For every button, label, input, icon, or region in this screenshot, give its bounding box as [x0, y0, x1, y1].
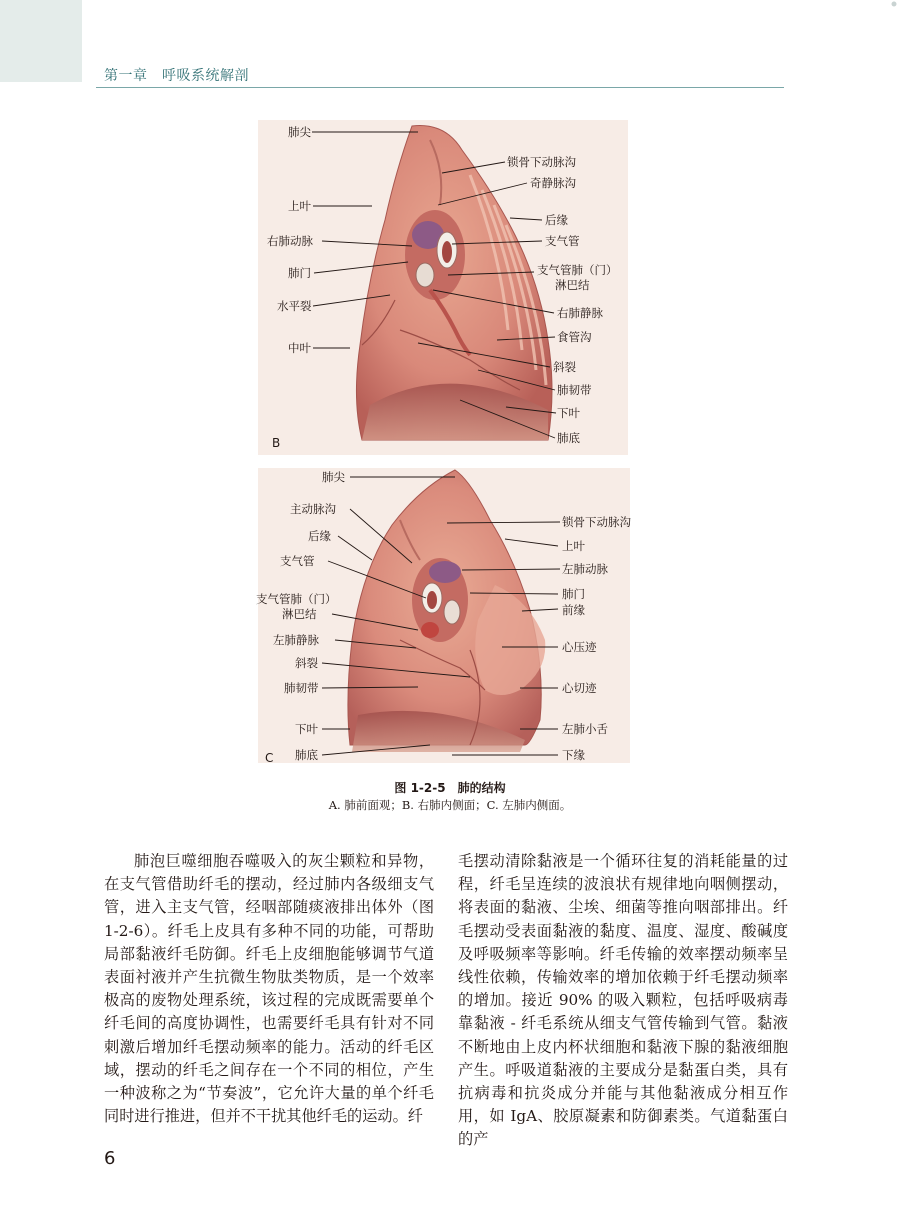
label-b-esophageal-groove: 食管沟: [557, 330, 592, 344]
panel-b-letter: B: [272, 436, 281, 450]
chapter-header: 第一章 呼吸系统解剖: [104, 68, 249, 84]
label-c-lymph-node-1: 支气管肺（门）: [256, 592, 337, 606]
panel-c-letter: C: [265, 751, 274, 765]
label-c-left-pulmonary-vein: 左肺静脉: [273, 633, 319, 647]
label-c-inferior-border: 下缘: [562, 748, 585, 762]
label-c-subclavian-groove: 锁骨下动脉沟: [562, 515, 631, 529]
figure-caption-title: 图 1-2-5 肺的结构: [394, 781, 506, 795]
label-c-cardiac-impression: 心压迹: [562, 640, 597, 654]
body-right-column: 毛摆动清除黏液是一个循环往复的消耗能量的过程，纤毛呈连续的波浪状有规律地向咽侧摆动，将表面的黏液、尘埃、细菌等推向咽部排出。纤毛摆动受表面黏液的黏度、温度、湿度、酸碱度及呼吸频率等影响。纤毛传输的效率摆动频率呈线性依赖，传输效率的增加依赖于纤毛摆动频率的增加。接近 90% 的吸入颗粒，包括呼吸病毒靠黏液 - 纤毛系统从细支气管传输到气管。黏液不断地由上皮内杯状细胞和黏液下腺的黏液细胞产生。呼吸道黏液的主要成分是黏蛋白类，具有抗病毒和抗炎成分并能与其他黏液成分相互作用，如 IgA、胶原凝素和防御素类。气道黏蛋白的产: [458, 852, 788, 1149]
label-c-oblique-fissure: 斜裂: [295, 656, 318, 670]
label-b-lymph-node-1: 支气管肺（门）: [537, 263, 618, 277]
label-b-right-pulmonary-vein: 右肺静脉: [557, 306, 603, 320]
body-left-column: 肺泡巨噬细胞吞噬吸入的灰尘颗粒和异物，在支气管借助纤毛的摆动，经过肺内各级细支气管，进入主支气管，经咽部随痰液排出体外（图 1-2-6）。纤毛上皮具有多种不同的功能，可帮助局部黏液纤毛防御。纤毛上皮细胞能够调节气道表面衬液并产生抗微生物肽类物质，是一个效率极高的废物处理系统，该过程的完成既需要单个纤毛间的高度协调性，也需要纤毛具有针对不同刺激后增加纤毛摆动频率的能力。活动的纤毛区域，摆动的纤毛之间存在一个不同的相位，产生一种波称之为“节奏波”，它允许大量的单个纤毛同时进行推进，但并不干扰其他纤毛的运动。纤: [104, 852, 434, 1126]
label-b-pulmonary-ligament: 肺韧带: [557, 383, 592, 397]
label-b-subclavian-groove: 锁骨下动脉沟: [507, 155, 576, 169]
label-c-bronchus: 支气管: [280, 554, 315, 568]
label-c-lymph-node-2: 淋巴结: [282, 607, 317, 621]
figure-caption-text: A. 肺前面观；B. 右肺内侧面；C. 左肺内侧面。: [328, 798, 572, 812]
label-b-hilum: 肺门: [288, 266, 311, 280]
label-b-lower-lobe: 下叶: [557, 406, 580, 420]
label-c-hilum: 肺门: [562, 587, 585, 601]
left-hilum-structures: [412, 558, 468, 642]
label-b-base: 肺底: [557, 431, 580, 445]
label-c-lower-lobe: 下叶: [295, 722, 318, 736]
label-c-posterior-border: 后缘: [308, 529, 331, 543]
label-b-right-pulmonary-artery: 右肺动脉: [267, 234, 313, 248]
label-c-lingula: 左肺小舌: [562, 722, 608, 736]
label-b-oblique-fissure: 斜裂: [553, 360, 576, 374]
label-c-base: 肺底: [295, 748, 318, 762]
label-c-left-pulmonary-artery: 左肺动脉: [562, 562, 608, 576]
label-c-aortic-groove: 主动脉沟: [290, 502, 336, 516]
label-c-cardiac-notch: 心切迹: [562, 681, 597, 695]
label-b-posterior-border: 后缘: [545, 213, 568, 227]
label-b-middle-lobe: 中叶: [288, 341, 311, 355]
label-b-bronchus: 支气管: [545, 234, 580, 248]
label-c-apex: 肺尖: [322, 470, 345, 484]
label-c-anterior-border: 前缘: [562, 603, 585, 617]
label-b-lymph-node-2: 淋巴结: [555, 278, 590, 292]
label-c-pulmonary-ligament: 肺韧带: [284, 681, 319, 695]
label-b-apex: 肺尖: [288, 125, 311, 139]
label-c-upper-lobe: 上叶: [562, 539, 585, 553]
page-number: 6: [104, 1148, 116, 1169]
label-b-azygos-groove: 奇静脉沟: [530, 176, 576, 190]
label-b-upper-lobe: 上叶: [288, 199, 311, 213]
label-b-horizontal-fissure: 水平裂: [277, 299, 312, 313]
